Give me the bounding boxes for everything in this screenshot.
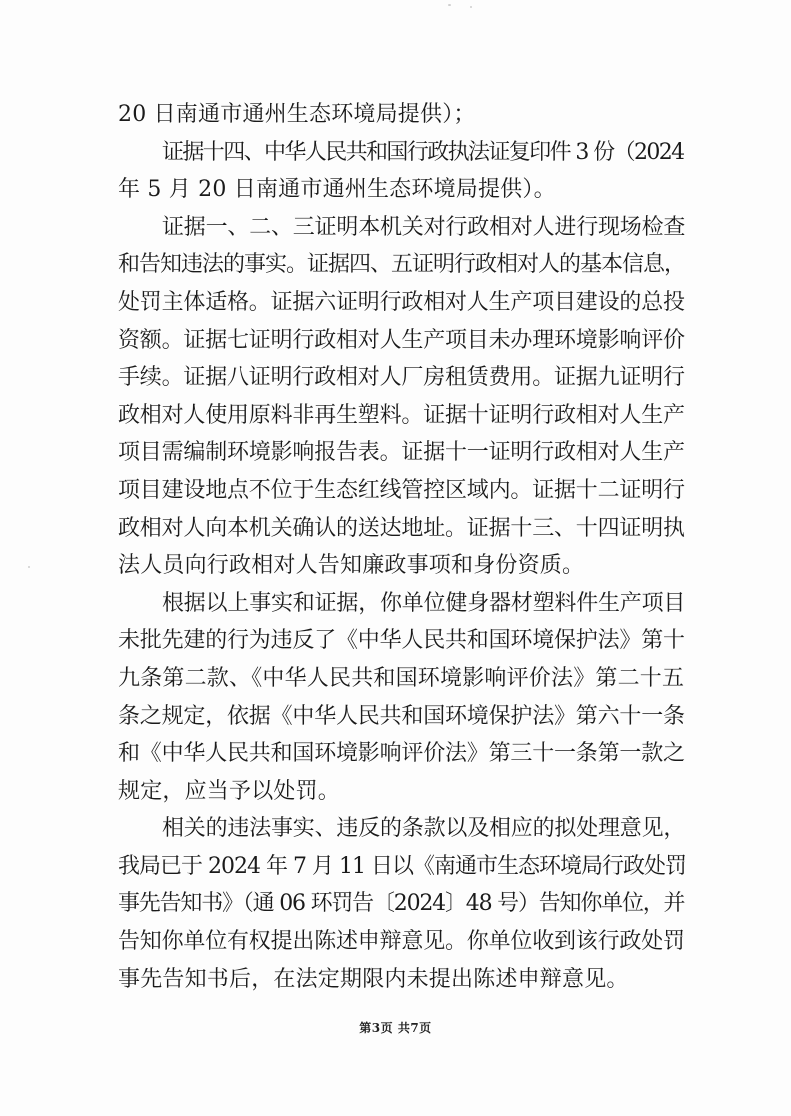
text-line: 规定，应当予以处罚。: [118, 778, 341, 804]
scan-speck: [470, 6, 472, 8]
text-line: 根据以上事实和证据，你单位健身器材塑料件生产项目: [162, 590, 686, 616]
document-body: [118, 96, 688, 998]
text-line: 20 日南通市通州生态环境局提供）；: [118, 102, 476, 127]
page-number: 第3页 共7页: [359, 1021, 432, 1035]
text-line: 政相对人向本机关确认的送达地址。证据十三、十四证明执: [118, 515, 685, 541]
text-line: 政相对人使用原料非再生塑料。证据十证明行政相对人生产: [118, 402, 685, 428]
text-line: 手续。证据八证明行政相对人厂房租赁费用。证据九证明行: [118, 365, 685, 391]
text-line: 我局已于 2024 年 7 月 11 日以《南通市生态环境局行政处罚: [118, 853, 686, 879]
scan-speck: [28, 566, 30, 568]
text-line: 条之规定，依据《中华人民共和国环境保护法》第六十一条: [118, 703, 685, 729]
scan-speck: [448, 4, 451, 6]
text-line: 事先告知书》（通 06 环罚告〔2024〕48 号）告知你单位，并: [118, 891, 685, 917]
text-line: 和告知违法的事实。证据四、五证明行政相对人的基本信息，: [118, 252, 686, 278]
text-line: 法人员向行政相对人告知廉政事项和身份资质。: [118, 553, 585, 579]
text-line: 相关的违法事实、违反的条款以及相应的拟处理意见，: [162, 816, 686, 842]
text-line: 项目需编制环境影响报告表。证据十一证明行政相对人生产: [118, 440, 685, 466]
text-line: 事先告知书后，在法定期限内未提出陈述申辩意见。: [118, 966, 629, 992]
text-line: 证据十四、中华人民共和国行政执法证复印件 3 份（2024: [162, 139, 684, 165]
text-line: 项目建设地点不位于生态红线管控区域内。证据十二证明行: [118, 477, 685, 503]
text-line: 告知你单位有权提出陈述申辩意见。你单位收到该行政处罚: [118, 929, 685, 955]
text-line: 证据一、二、三证明本机关对行政相对人进行现场检查: [162, 214, 686, 240]
text-line: 九条第二款、《中华人民共和国环境影响评价法》第二十五: [118, 665, 685, 691]
text-line: 未批先建的行为违反了《中华人民共和国环境保护法》第十: [118, 628, 685, 654]
text-line: 资额。证据七证明行政相对人生产项目未办理环境影响评价: [118, 327, 685, 353]
text-line: 年 5 月 20 日南通市通州生态环境局提供）。: [118, 177, 556, 203]
text-line: 和《中华人民共和国环境影响评价法》第三十一条第一款之: [118, 741, 685, 767]
text-line: 处罚主体适格。证据六证明行政相对人生产项目建设的总投: [118, 289, 685, 315]
